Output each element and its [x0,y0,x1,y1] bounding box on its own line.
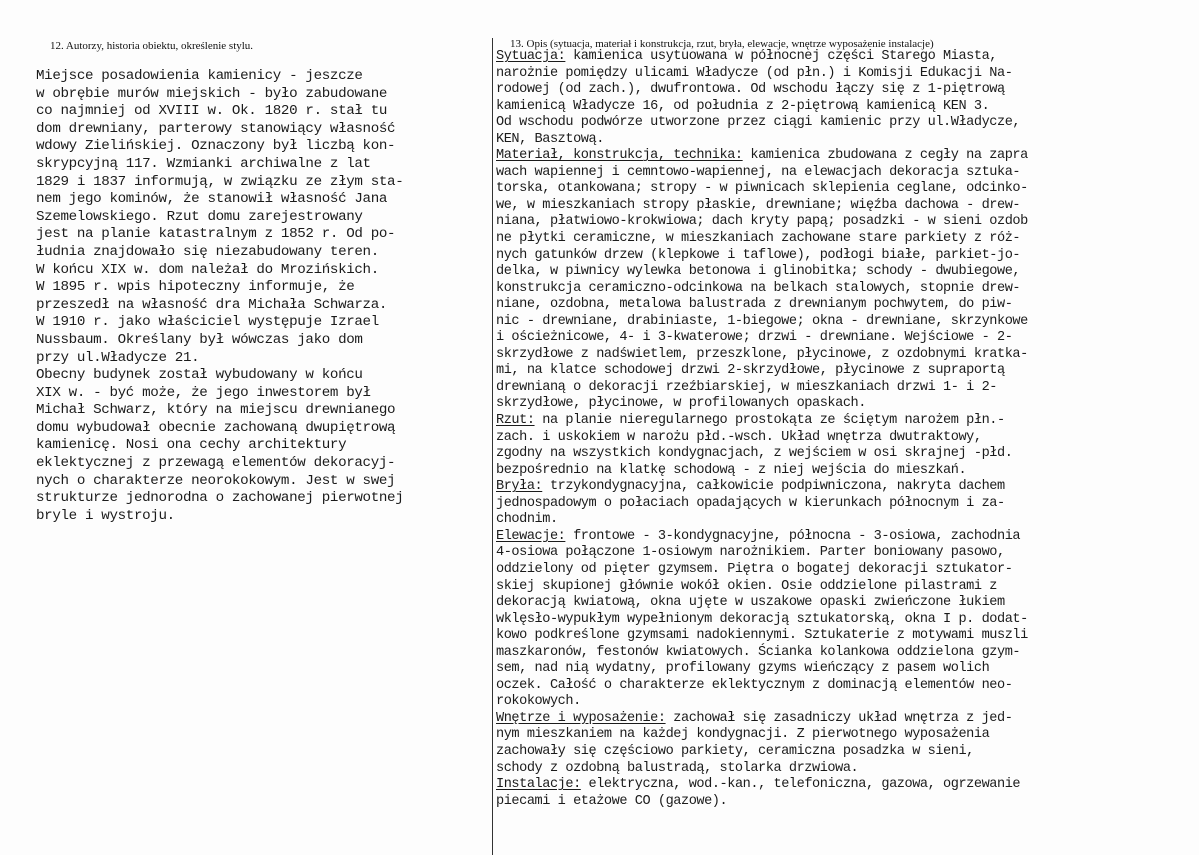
description-text-line [496,314,1028,331]
description-text-line [496,661,1028,678]
description-text-line [496,281,1028,298]
history-text-block [36,68,403,525]
history-text-line: jest na planie katastralnym z 1852 r. Od po- [36,226,396,243]
description-text-line [496,529,1028,546]
history-text-line: wdowy Zielińskiej. Oznaczony był liczbą kon- [36,138,396,155]
history-text-line: przeszedł na własność dra Michała Schwarza. [36,296,388,313]
description-text: bezpośrednio na klatkę schodową - z niej wejścia do mieszkań. [496,462,967,478]
history-text-line: skrypcyjną 117. Wzmianki archiwalne z lat [36,155,371,172]
description-text: kamienicą Władycze 16, od południa z 2-piętrową kamienicą KEN 3. [496,98,990,114]
description-text: zachował się zasadniczy układ wnętrza z jed- [665,710,1013,726]
description-text-line [496,297,1028,314]
description-text-line [496,512,1028,529]
history-text-line: nych o charakterze neorokokowym. Jest w swej [36,472,396,489]
history-text-line: XIX w. - być może, że jego inwestorem był [36,384,371,401]
description-text: zachowały się częściowo parkiety, ceramiczna posadzka w sieni, [496,743,974,759]
description-text: nym mieszkaniem na każdej kondygnacji. Z pierwotnego wyposażenia [496,727,990,743]
description-text-line [496,777,1028,794]
description-text-line [496,214,1028,231]
section-label: Wnętrze i wyposażenie: [496,710,666,726]
description-text: oczek. Całość o charakterze eklektycznym z dominacją elementów neo- [496,677,1013,693]
description-text-line [496,198,1028,215]
history-text-line: łudnia znajdowało się niezabudowany teren. [36,243,379,260]
description-text: 4-osiowa połączone 1-osiowym narożnikiem. Parter boniowany pasowo, [496,545,1005,561]
description-text: drewnianą o dekoracji rzeźbiarskiej, w mieszkaniach drzwi 1- i 2- [496,379,997,395]
description-text-line [496,628,1028,645]
description-text: na planie nieregularnego prostokąta ze ściętym narożem płn.- [534,413,1005,429]
history-text-line: dom drewniany, parterowy stanowiący własność [36,120,396,137]
description-text-line [496,66,1028,83]
column-divider [492,38,493,855]
history-text-line: co najmniej od XVIII w. Ok. 1820 r. stał tu [36,103,388,120]
description-text: wach wapiennej i cemntowo-wapiennej, na elewacjach dekoracja sztuka- [496,164,1021,180]
description-text-line [496,248,1028,265]
description-text: Od wschodu podwórze utworzone przez ciągi kamienic przy ul.Władycze, [496,115,1021,131]
history-text-line: Michał Schwarz, który na miejscu drewnianego [36,402,396,419]
description-text: elektryczna, wod.-kan., telefoniczna, gazowa, ogrzewanie [580,777,1021,793]
history-text-line: bryle i wystroju. [36,507,175,524]
description-text-block [496,49,1028,810]
section-12-heading: 12. Autorzy, historia obiektu, określenie stylu. [50,40,254,52]
description-text: kamienica usytuowana w północnej części Starego Miasta, [565,49,997,64]
description-text: mi, na klatce schodowej drzwi 2-skrzydłowe, płycinowe z supraportą [496,363,1005,379]
description-text-line [496,231,1028,248]
description-text: schody z ozdobną balustradą, stolarka drzwiowa. [496,760,859,776]
section-label: Sytuacja: [496,49,566,64]
description-text-line [496,496,1028,513]
description-text: torska, otankowana; stropy - w piwnicach sklepienia ceglane, odcinko- [496,181,1028,197]
history-text-line: nem jego kominów, że stanowił własność Jana [36,191,388,208]
description-text: we, w mieszkaniach stropy płaskie, drewniane; więźba dachowa - drew- [496,197,1021,213]
description-text-line [496,562,1028,579]
description-text: jednospadowym o połaciach opadających w kierunkach północnym i za- [496,495,1005,511]
description-text-line [496,579,1028,596]
history-text-line: Nussbaum. Określany był wówczas jako dom [36,331,363,348]
description-text-line [496,115,1028,132]
section-label: Elewacje: [496,528,566,544]
history-text-line: kamienicę. Nosi ona cechy architektury [36,437,347,454]
description-text: niane, ozdobna, metalowa balustrada z drewnianym pochwytem, do piw- [496,297,1013,313]
description-text-line [496,148,1028,165]
history-text-line: eklektycznej z przewagą elementów dekoracyj- [36,455,396,472]
description-text-line [496,330,1028,347]
section-label: Rzut: [496,413,535,429]
description-text-line [496,49,1028,66]
description-text-line [496,612,1028,629]
description-text: frontowe - 3-kondygnacyjne, północna - 3-osiowa, zachodnia [565,528,1021,544]
history-text-line: strukturze jednorodna o zachowanej pierwotnej [36,490,404,507]
description-text-line [496,99,1028,116]
history-text-line: Obecny budynek został wybudowany w końcu [36,367,363,384]
description-text-line [496,380,1028,397]
description-text-line [496,363,1028,380]
description-text: kamienica zbudowana z cegły na zapra [742,148,1028,164]
section-label: Materiał, konstrukcja, technika: [496,148,743,164]
description-text: sem, nad nią wydatny, profilowany gzyms wieńczący z pasem wolich [496,661,990,677]
description-text: delka, w piwnicy wylewka betonowa i glinobitka; schody - dwubiegowe, [496,264,1021,280]
description-text: kowo podkreślone gzymsami nadokiennymi. Sztukaterie z motywami muszli [496,628,1028,644]
description-text: skiej skupionej głównie wokół okien. Osie oddzielone pilastrami z [496,578,997,594]
description-text: i ościeżnicowe, 4- i 3-kwaterowe; drzwi - drewniane. Wejściowe - 2- [496,330,1013,346]
description-text: maszkaronów, festonów kwiatowych. Ścianka kolankowa oddzielona gzym- [496,644,1021,660]
description-text: piecami i etażowe CO (gazowe). [496,793,728,809]
description-text-line [496,694,1028,711]
description-text-line [496,413,1028,430]
description-text-line [496,727,1028,744]
history-text-line: Miejsce posadowienia kamienicy - jeszcze [36,68,363,84]
description-text-line [496,761,1028,778]
description-text: narożnie pomiędzy ulicami Władycze (od płn.) i Komisji Edukacji Na- [496,65,1013,81]
description-text-line [496,645,1028,662]
description-text-line [496,678,1028,695]
history-text-line: przy ul.Władycze 21. [36,349,200,366]
description-text-line [496,181,1028,198]
description-text: dekoracją kwiatową, okna ujęte w uszakowe opaski zwieńczone łukiem [496,595,1005,611]
description-text-line [496,430,1028,447]
description-text-line [496,396,1028,413]
description-text: rodowej (od zach.), dwufrontowa. Od wschodu łączy się z 1-piętrową [496,82,1005,98]
description-text: ne płytki ceramiczne, w mieszkaniach zachowane stare parkiety z róż- [496,231,1021,247]
description-text-line [496,165,1028,182]
description-text: trzykondygnacyjna, całkowicie podpiwniczona, nakryta dachem [542,479,1005,495]
history-text-line: domu wybudował obecnie zachowaną dwupiętrową [36,419,396,436]
description-text: wklęsło-wypukłym wypełnionym dekoracją sztukatorską, okna I p. dodat- [496,611,1028,627]
description-text: zgodny na wszystkich kondygnacjach, z wejściem w osi skrajnej -płd. [496,446,1013,462]
description-text: rokokowych. [496,694,581,710]
section-13-heading: 13. Opis (sytuacja, materiał i konstrukcja, rzut, bryła, elewacje, wnętrze wyposażenie instalacje) [510,38,934,50]
history-text-line: W 1910 r. jako właściciel występuje Izrael [36,314,379,331]
description-text-line [496,132,1028,149]
description-text: niana, płatwiowo-krokwiowa; dach kryty papą; posadzki - w sieni ozdob [496,214,1028,230]
description-text-line [496,744,1028,761]
history-text-line: w obrębie murów miejskich - było zabudowane [36,85,388,102]
description-text-line [496,463,1028,480]
description-text-line [496,479,1028,496]
description-text: chodnim. [496,512,558,528]
description-text: oddzielony od pięter gzymsem. Piętra o bogatej dekoracji sztukator- [496,561,1013,577]
section-label: Instalacje: [496,777,581,793]
description-text: zach. i uskokiem w narożu płd.-wsch. Układ wnętrza dwutraktowy, [496,429,982,445]
history-text-line: Szemelowskiego. Rzut domu zarejestrowany [36,208,363,225]
section-label: Bryła: [496,479,543,495]
description-text-line [496,347,1028,364]
description-text-line [496,82,1028,99]
description-text: KEN, Basztową. [496,131,604,147]
description-text: konstrukcja ceramiczno-odcinkowa na belkach stalowych, stopnie drew- [496,280,1021,296]
description-text-line [496,264,1028,281]
description-text-line [496,595,1028,612]
history-text-line: W 1895 r. wpis hipoteczny informuje, że [36,279,355,296]
description-text: skrzydłowe, płycinowe, w profilowanych opaskach. [496,396,866,412]
history-text-line: W końcu XIX w. dom należał do Mrozińskich. [36,261,379,278]
description-text: skrzydłowe z nadświetlem, przeszklone, płycinowe, z ozdobnymi kratka- [496,346,1028,362]
description-text-line [496,794,1028,811]
description-text: nic - drewniane, drabiniaste, 1-biegowe; okna - drewniane, skrzynkowe [496,313,1028,329]
description-text-line [496,545,1028,562]
history-text-line: 1829 i 1837 informują, w związku ze złym sta- [36,173,404,190]
description-text-line [496,446,1028,463]
description-text: nych gatunków drzew (klepkowe i taflowe), podłogi białe, parkiet-jo- [496,247,1021,263]
description-text-line [496,711,1028,728]
